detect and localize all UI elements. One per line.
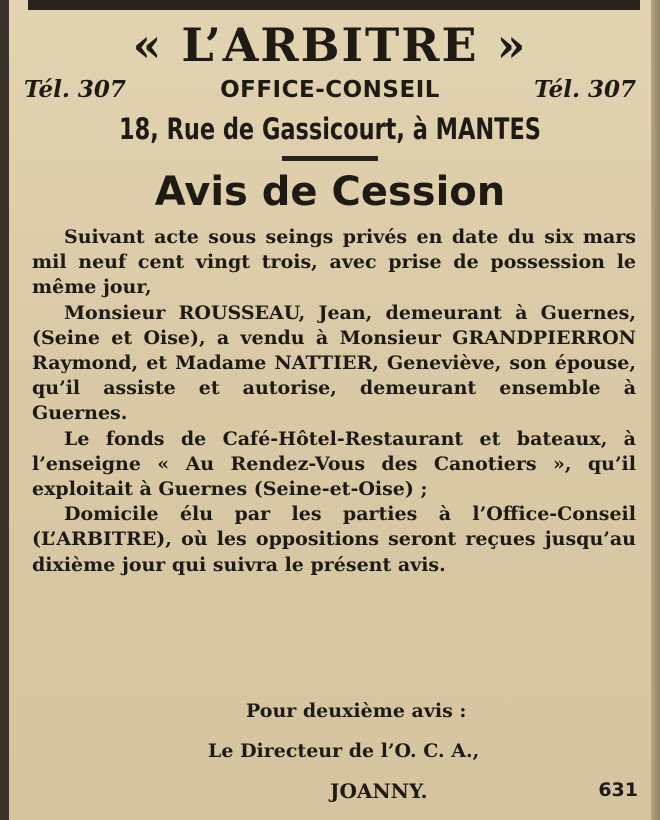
notice-body [32,225,636,578]
divider-rule [282,156,378,161]
office-name: OFFICE-CONSEIL [220,77,440,103]
paragraph-business: Le fonds de Café-Hôtel-Restaurant et bateaux, à l’enseigne « Au Rendez-Vous des Canotiers », qu’il exploitait à Guernes (Seine-et-Oise) ; [32,427,636,501]
masthead-contact-line [24,74,636,106]
signature-name: JOANNY. [330,779,428,803]
signature-notice-line: Pour deuxième avis : [246,700,467,722]
top-rule [28,0,640,10]
paragraph-domicile: Domicile élu par les parties à l’Office-Conseil (L’ARBITRE), où les oppositions seront reçues jusqu’au dixième jour qui suivra le présent avis. [32,503,636,576]
page-edge-left [0,0,9,820]
page-edge-right [651,0,660,820]
reference-number: 631 [598,779,638,801]
signature-director-line: Le Directeur de l’O. C. A., [208,740,480,762]
telephone-right: Tél. 307 [534,76,636,103]
masthead-address: 18, Rue de Gassicourt, à MANTES [119,112,541,146]
telephone-left: Tél. 307 [24,76,126,103]
paragraph-deed: Suivant acte sous seings privés en date du six mars mil neuf cent vingt trois, avec prise de possession le même jour, [32,226,636,299]
notice-heading: Avis de Cession [154,169,506,215]
masthead-title: « L’ARBITRE » [132,18,528,72]
paragraph-parties: Monsieur ROUSSEAU, Jean, demeurant à Guernes, (Seine et Oise), a vendu à Monsieur GRANDPIERRON Raymond, et Madame NATTIER, Geneviève, son épouse, qu’il assiste et autorise, demeurant ensemble à Guernes. [32,301,636,425]
notice-content [22,10,638,578]
